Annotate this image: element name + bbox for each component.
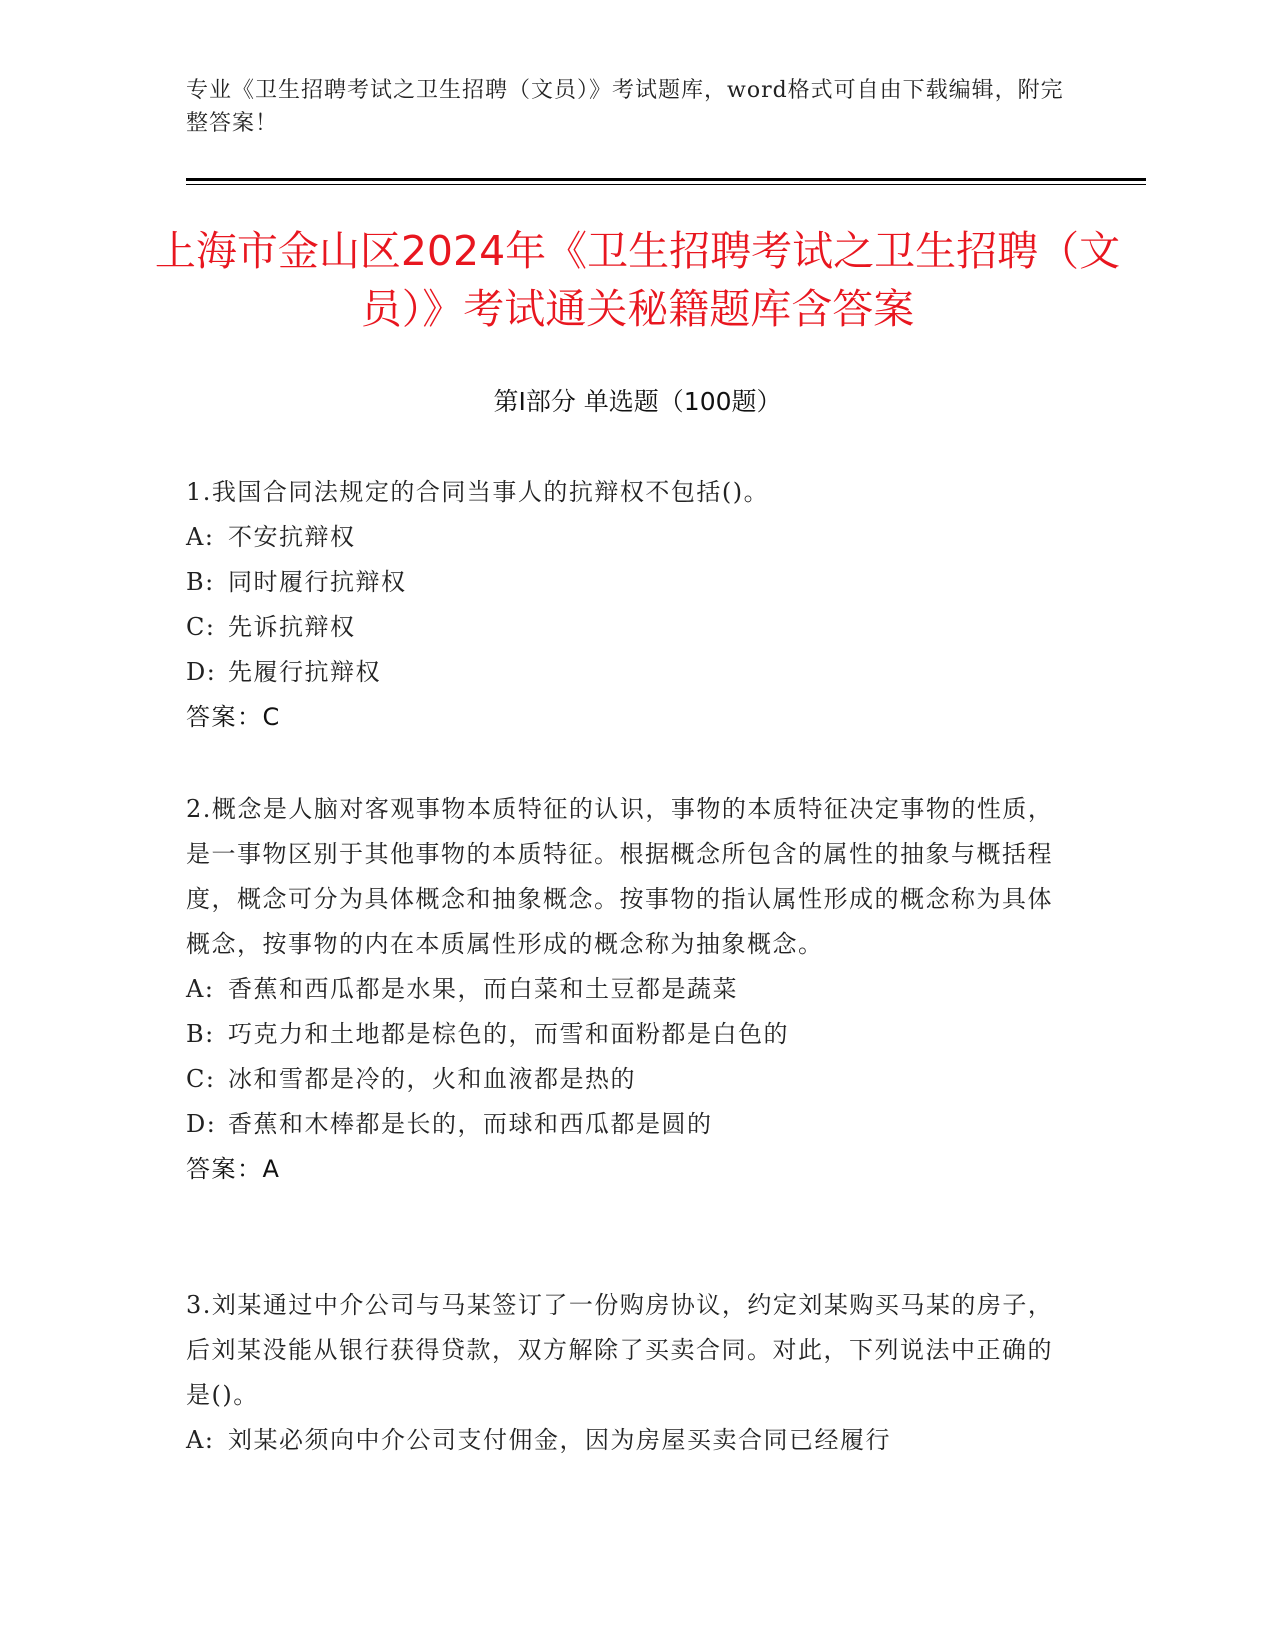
option-letter: B: [186, 1020, 215, 1048]
header-note: 专业《卫生招聘考试之卫生招聘（文员）》考试题库，word格式可自由下载编辑，附完整答案！ [186, 78, 1064, 136]
option-text: 巧克力和土地都是棕色的，而雪和面粉都是白色的 [228, 1020, 789, 1048]
option-d [186, 1102, 1056, 1147]
option-a [186, 1418, 1056, 1463]
option-letter: A: [186, 975, 215, 1003]
option-b [186, 560, 1056, 605]
option-text: 香蕉和西瓜都是水果，而白菜和土豆都是蔬菜 [228, 975, 738, 1003]
question-stem: 3.刘某通过中介公司与马某签订了一份购房协议，约定刘某购买马某的房子，后刘某没能从银行获得贷款，双方解除了买卖合同。对此，下列说法中正确的是()。 [186, 1291, 1054, 1409]
option-letter: A: [186, 523, 215, 551]
question-stem: 2.概念是人脑对客观事物本质特征的认识，事物的本质特征决定事物的性质，是一事物区别于其他事物的本质特征。根据概念所包含的属性的抽象与概括程度，概念可分为具体概念和抽象概念。按事物的指认属性形成的概念称为具体概念，按事物的内在本质属性形成的概念称为抽象概念。 [186, 795, 1054, 958]
option-text: 冰和雪都是冷的，火和血液都是热的 [228, 1065, 636, 1093]
option-text: 先诉抗辩权 [228, 613, 356, 641]
option-text: 先履行抗辩权 [228, 658, 381, 686]
option-letter: C: [186, 613, 216, 641]
option-d [186, 650, 1056, 695]
question-stem: 1.我国合同法规定的合同当事人的抗辩权不包括()。 [186, 478, 770, 506]
question-2 [186, 787, 1056, 1192]
option-text: 同时履行抗辩权 [228, 568, 407, 596]
option-text: 香蕉和木棒都是长的，而球和西瓜都是圆的 [228, 1110, 713, 1138]
option-b [186, 1012, 1056, 1057]
option-letter: D: [186, 658, 217, 686]
option-text: 刘某必须向中介公司支付佣金，因为房屋买卖合同已经履行 [228, 1426, 891, 1454]
option-text: 不安抗辩权 [228, 523, 356, 551]
option-letter: A: [186, 1426, 215, 1454]
option-letter: B: [186, 568, 215, 596]
header-divider-thin [186, 184, 1146, 185]
section-title: 第Ⅰ部分 单选题（100题） [493, 387, 782, 416]
question-3 [186, 1283, 1056, 1463]
question-1 [186, 470, 1056, 740]
answer: 答案：C [186, 703, 281, 731]
option-c [186, 605, 1056, 650]
option-a [186, 967, 1056, 1012]
header-divider [186, 178, 1146, 181]
document-title: 上海市金山区2024年《卫生招聘考试之卫生招聘（文员）》考试通关秘籍题库含答案 [154, 227, 1121, 333]
option-letter: C: [186, 1065, 216, 1093]
option-c [186, 1057, 1056, 1102]
option-a [186, 515, 1056, 560]
answer: 答案：A [186, 1155, 281, 1183]
option-letter: D: [186, 1110, 217, 1138]
